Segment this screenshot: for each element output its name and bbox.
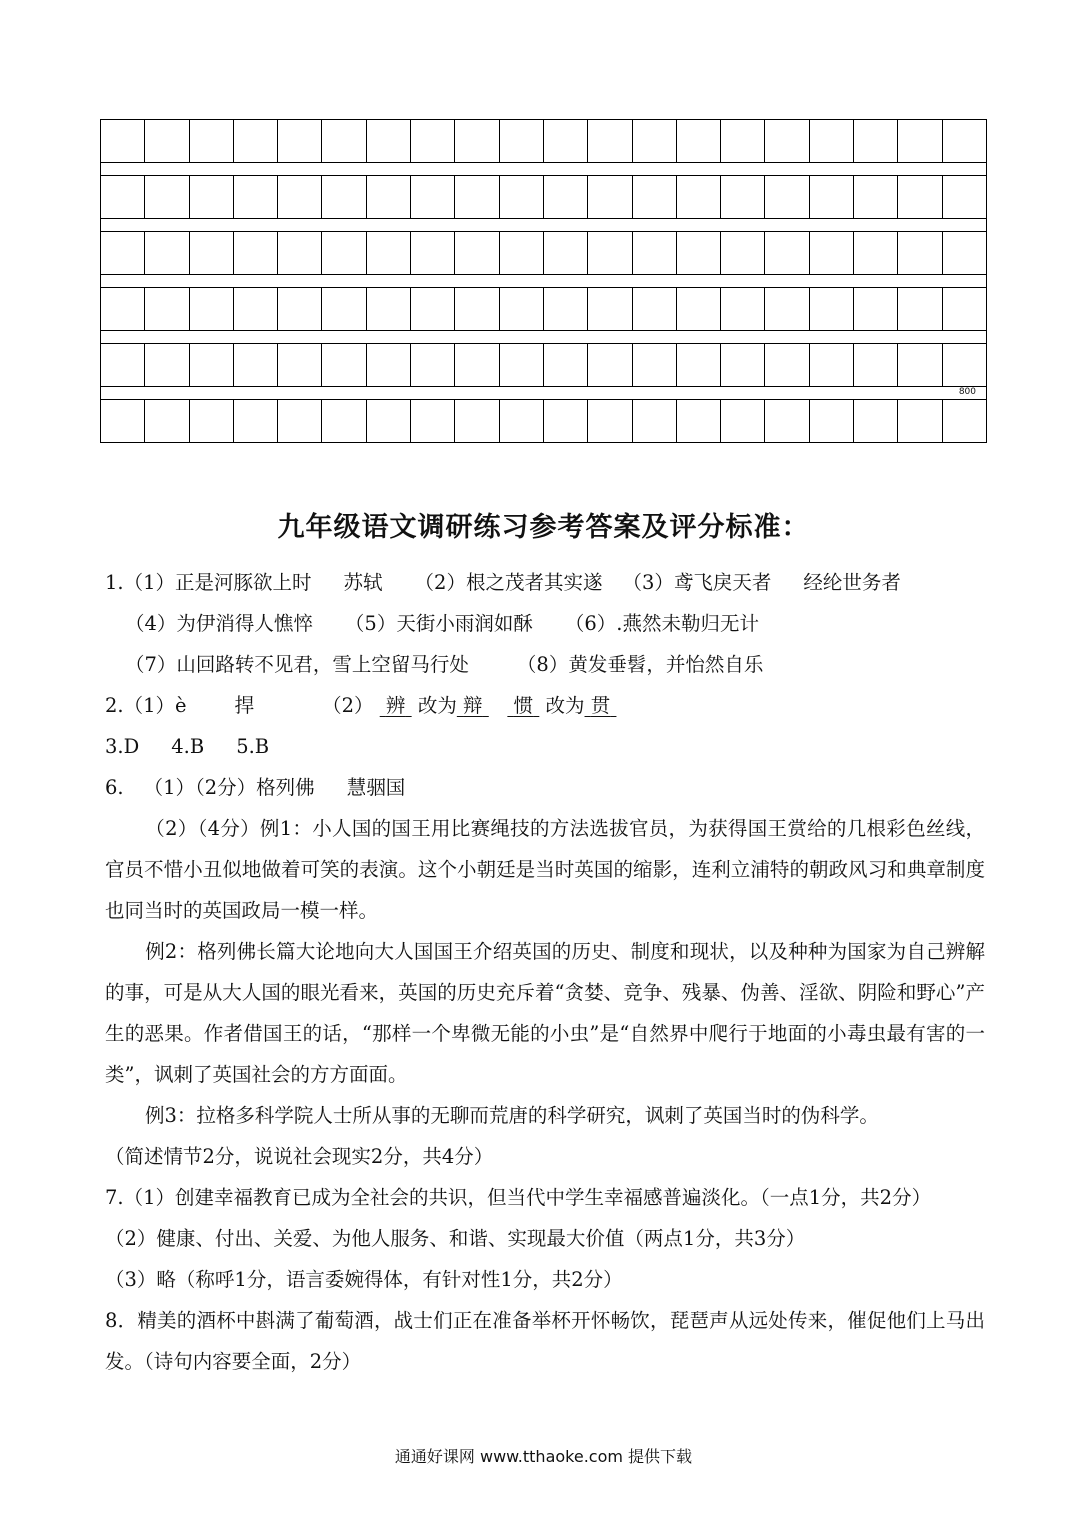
grid-cell [943,400,986,442]
grid-cell [101,288,145,330]
grid-cell [145,232,189,274]
grid-cell [943,120,986,162]
grid-cell [544,400,588,442]
page-title: 九年级语文调研练习参考答案及评分标准： [277,512,810,543]
grid-cell [721,288,765,330]
grid-cell [411,344,455,386]
grid-cell [633,232,677,274]
writing-grid [100,119,987,443]
grid-cell [500,400,544,442]
grid-cell [455,344,499,386]
q6-b: （1）（2分）格列佛 [143,776,315,799]
grid-cell [943,344,986,386]
q6-p1: （2）（4分）例1：小人国的国王用比赛绳技的方法选拔官员，为获得国王赏给的几根彩色丝线，官员不惜小丑似地做着可笑的表演。这个小朝廷是当时英国的缩影，连利立浦特的朝政风习和典章制度也同当时的英国政局一模一样。 [105,817,985,922]
grid-cell [633,344,677,386]
grid-row [100,287,987,331]
grid-cell [544,232,588,274]
grid-cell [898,120,942,162]
q1-h: （6）.燕然未勒归无计 [564,612,759,635]
grid-cell [367,232,411,274]
grid-cell [677,120,721,162]
grid-cell [500,120,544,162]
grid-cell [633,120,677,162]
grid-cell [854,400,898,442]
grid-cell [455,176,499,218]
q7-p1: 7.（1）创建幸福教育已成为全社会的共识，但当代中学生幸福感普遍淡化。（一点1分，共2分） [105,1186,932,1209]
grid-cell [721,232,765,274]
grid-cell [810,344,854,386]
grid-cell [234,232,278,274]
q1-e: 经纶世务者 [803,571,901,594]
grid-cell [500,232,544,274]
grid-cell [234,288,278,330]
grid-cell [588,120,632,162]
q6-p2: 例2：格列佛长篇大论地向大人国国王介绍英国的历史、制度和现状，以及种种为国家为自己辨解的事，可是从大人国的眼光看来，英国的历史充斥着“贪婪、竞争、残暴、伪善、淫欲、阴险和野心”产生的恶果。作者借国王的话，“那样一个卑微无能的小虫”是“自然界中爬行于地面的小毒虫最有害的一类”，讽刺了英国社会的方方面面。 [105,940,985,1086]
grid-cell [190,120,234,162]
grid-cell [101,120,145,162]
grid-cell [544,288,588,330]
grid-cell [234,400,278,442]
grid-cell [278,120,322,162]
grid-cell [633,288,677,330]
grid-cell [411,176,455,218]
grid-row [100,399,987,443]
grid-cell [322,120,366,162]
q6-p1-wrap [105,808,985,931]
grid-row [100,231,987,275]
grid-cell [765,288,809,330]
grid-cell [145,176,189,218]
q345-line [105,726,985,767]
grid-cell [411,232,455,274]
grid-cell [278,344,322,386]
q7-p3: （3）略（称呼1分，语言委婉得体，有针对性1分，共2分） [105,1268,623,1291]
grid-cell [278,400,322,442]
grid-cell [898,176,942,218]
answer-key [105,562,985,1382]
grid-cell [544,120,588,162]
q3: 3.D [105,735,140,758]
grid-cell [411,400,455,442]
grid-cell [633,400,677,442]
grid-cell [943,288,986,330]
grid-cell [588,232,632,274]
grid-cell [322,288,366,330]
grid-cell [322,232,366,274]
grid-cell [145,288,189,330]
grid-cell [588,344,632,386]
grid-cell [367,120,411,162]
q2-t1: 改为 [417,694,457,717]
q5: 5.B [236,735,270,758]
grid-cell [721,120,765,162]
q2-line [105,685,985,726]
grid-cell [810,288,854,330]
q4: 4.B [171,735,205,758]
grid-cell [810,176,854,218]
grid-cell [455,400,499,442]
grid-cell [765,400,809,442]
grid-cell [411,120,455,162]
grid-cell [145,120,189,162]
grid-cell [455,232,499,274]
q2-right-char-1: 辩 [463,694,483,717]
grid-row [100,175,987,219]
q2-right-char-2: 贯 [590,694,611,717]
q2-b: 捍 [234,694,255,717]
grid-cell [101,344,145,386]
q6-c: 慧骃国 [346,776,406,799]
q1-a: 1.（1）正是河豚欲上时 [105,571,312,594]
grid-cell [677,288,721,330]
grid-cell [234,120,278,162]
q1-b: 苏轼 [343,571,383,594]
grid-cell [854,176,898,218]
grid-cell [500,176,544,218]
grid-cell [278,288,322,330]
grid-cell [322,344,366,386]
grid-cell [544,344,588,386]
grid-cell [943,232,986,274]
grid-gap [100,387,987,399]
grid-cell [544,176,588,218]
grid-row [100,343,987,387]
grid-cell [500,344,544,386]
q8-p1: 8．精美的酒杯中斟满了葡萄酒，战士们正在准备举杯开怀畅饮，琵琶声从远处传来，催促他们上马出发。（诗句内容要全面，2分） [105,1309,985,1373]
grid-cell [367,176,411,218]
grid-cell [810,120,854,162]
q2-a: 2.（1）è [105,694,187,717]
grid-cell [810,400,854,442]
grid-cell [677,344,721,386]
q1-line-2 [105,603,985,644]
grid-cell [854,120,898,162]
word-count-label: 800 [958,387,976,397]
grid-cell [322,400,366,442]
grid-cell [765,120,809,162]
q7-p2: （2）健康、付出、关爱、为他人服务、和谐、实现最大价值（两点1分，共3分） [105,1227,806,1250]
q1-i: （7）山回路转不见君，雪上空留马行处 [125,653,469,676]
grid-cell [854,344,898,386]
grid-cell [765,344,809,386]
q6-p2-wrap [105,931,985,1095]
q2-c: （2） [322,694,374,717]
grid-cell [898,400,942,442]
grid-cell [677,232,721,274]
grid-gap [100,163,987,175]
grid-cell [367,344,411,386]
grid-cell [278,232,322,274]
grid-cell [588,176,632,218]
grid-cell [500,288,544,330]
grid-cell [367,400,411,442]
grid-row [100,119,987,163]
q1-f: （4）为伊消得人憔悴 [125,612,313,635]
grid-cell [145,400,189,442]
q1-d: （3）鸢飞戾天者 [622,571,772,594]
grid-cell [411,288,455,330]
grid-cell [322,176,366,218]
q1-c: （2）根之茂者其实遂 [414,571,603,594]
q6-a: 6. [105,776,124,799]
grid-cell [721,344,765,386]
grid-cell [190,400,234,442]
grid-cell [278,176,322,218]
grid-gap [100,331,987,343]
grid-cell [721,176,765,218]
grid-cell [455,120,499,162]
grid-cell [455,288,499,330]
q2-wrong-char-2: 惯 [513,694,534,717]
grid-cell [677,176,721,218]
grid-cell [101,400,145,442]
q2-t2: 改为 [545,694,585,717]
q6-p3-wrap [105,1095,985,1136]
grid-cell [190,344,234,386]
grid-cell [721,400,765,442]
grid-gap [100,219,987,231]
grid-cell [633,176,677,218]
q2-wrong-char-1: 辨 [385,694,406,717]
grid-cell [898,344,942,386]
grid-cell [898,288,942,330]
grid-cell [190,232,234,274]
grid-cell [190,288,234,330]
grid-cell [588,400,632,442]
grid-cell [190,176,234,218]
grid-cell [854,288,898,330]
grid-cell [367,288,411,330]
grid-cell [943,176,986,218]
grid-cell [765,232,809,274]
grid-cell [588,288,632,330]
q6-p4: （简述情节2分，说说社会现实2分，共4分） [105,1145,494,1168]
grid-gap [100,275,987,287]
q1-line-1 [105,562,985,603]
grid-cell [101,176,145,218]
grid-cell [101,232,145,274]
grid-cell [854,232,898,274]
grid-cell [677,400,721,442]
grid-cell [810,232,854,274]
q1-g: （5）天街小雨润如酥 [344,612,533,635]
grid-cell [898,232,942,274]
q6-p3: 例3：拉格多科学院人士所从事的无聊而荒唐的科学研究，讽刺了英国当时的伪科学。 [145,1104,879,1127]
grid-cell [765,176,809,218]
q1-j: （8）黄发垂髫，并怡然自乐 [516,653,764,676]
q1-line-3 [105,644,985,685]
q6-line-1 [105,767,985,808]
footer-credit: 通通好课网 www.tthaoke.com 提供下载 [394,1447,693,1466]
grid-cell [234,344,278,386]
grid-cell [234,176,278,218]
grid-cell [145,344,189,386]
